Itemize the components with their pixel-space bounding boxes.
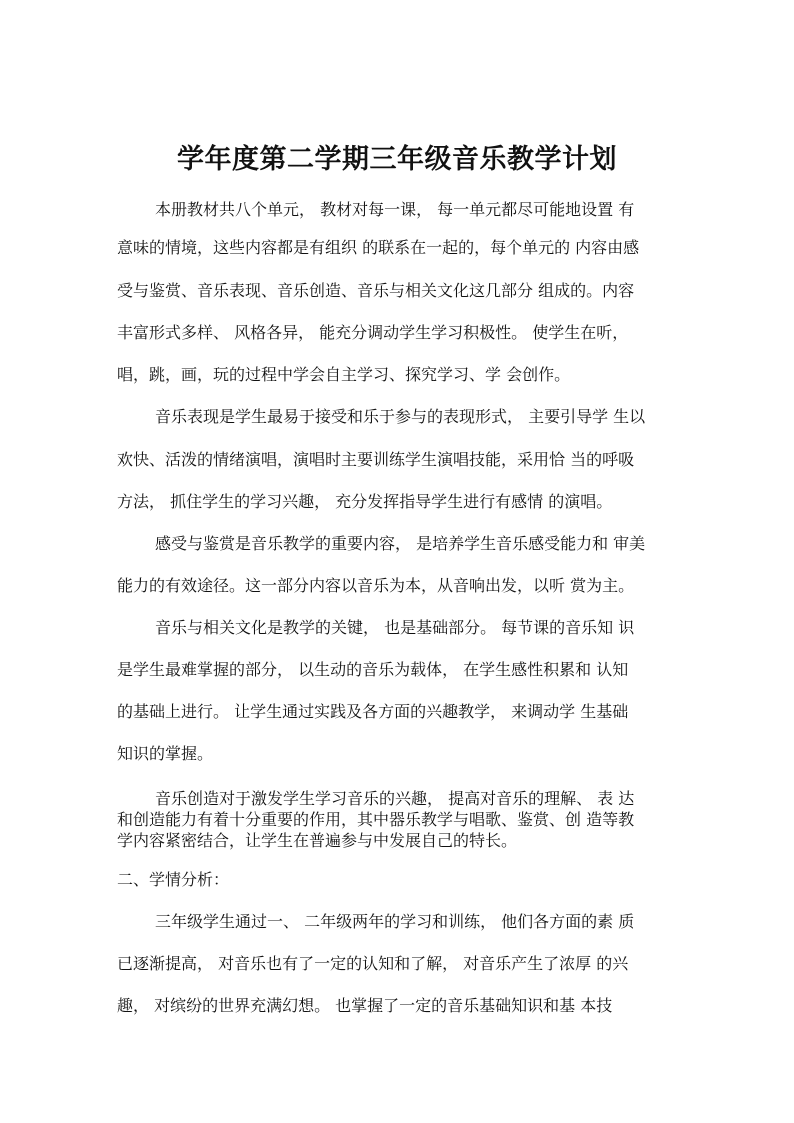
text-line: 是学生最难掌握的部分， 以生动的音乐为载体， 在学生感性积累和 认知 — [117, 660, 629, 679]
text-line: 意味的情境，这些内容都是有组织 的联系在一起的，每个单元的 内容由感 — [117, 238, 640, 257]
text-line: 的基础上进行。 让学生通过实践及各方面的兴趣教学， 来调动学 生基础 — [117, 702, 629, 721]
text-line: 已逐渐提高， 对音乐也有了一定的认知和了解， 对音乐产生了浓厚 的兴 — [117, 954, 629, 973]
text-line: 音乐创造对于激发学生学习音乐的兴趣， 提高对音乐的理解、 表 达 — [155, 789, 635, 808]
text-line: 学内容紧密结合，让学生在普遍参与中发展自己的特长。 — [117, 831, 518, 850]
text-line: 丰富形式多样、 风格各异， 能充分调动学生学习积极性。 使学生在听， — [117, 323, 629, 342]
document-title: 学年度第二学期三年级音乐教学计划 — [177, 144, 617, 175]
section-heading: 二、学情分析： — [117, 870, 230, 889]
text-line: 感受与鉴赏是音乐教学的重要内容， 是培养学生音乐感受能力和 审美 — [155, 534, 646, 553]
text-line: 唱，跳，画，玩的过程中学会自主学习、探究学习、学 会创作。 — [117, 365, 571, 384]
text-line: 音乐表现是学生最易于接受和乐于参与的表现形式， 主要引导学 生以 — [155, 407, 646, 426]
text-line: 和创造能力有着十分重要的作用，其中器乐教学与唱歌、鉴赏、创 造等教 — [117, 810, 635, 829]
text-line: 本册教材共八个单元， 教材对每一课， 每一单元都尽可能地设置 有 — [155, 200, 635, 219]
text-line: 三年级学生通过一、 二年级两年的学习和训练， 他们各方面的素 质 — [155, 912, 635, 931]
text-line: 受与鉴赏、音乐表现、音乐创造、音乐与相关文化这几部分 组成的。内容 — [117, 281, 635, 300]
text-line: 趣， 对缤纷的世界充满幻想。 也掌握了一定的音乐基础知识和基 本技 — [117, 996, 613, 1015]
text-line: 知识的掌握。 — [117, 744, 214, 763]
text-line: 方法， 抓住学生的学习兴趣， 充分发挥指导学生进行有感情 的演唱。 — [117, 492, 613, 511]
text-line: 音乐与相关文化是教学的关键， 也是基础部分。 每节课的音乐知 识 — [155, 618, 635, 637]
text-line: 欢快、活泼的情绪演唱，演唱时主要训练学生演唱技能，采用恰 当的呼吸 — [117, 450, 635, 469]
text-line: 能力的有效途径。这一部分内容以音乐为本，从音响出发，以听 赏为主。 — [117, 576, 635, 595]
